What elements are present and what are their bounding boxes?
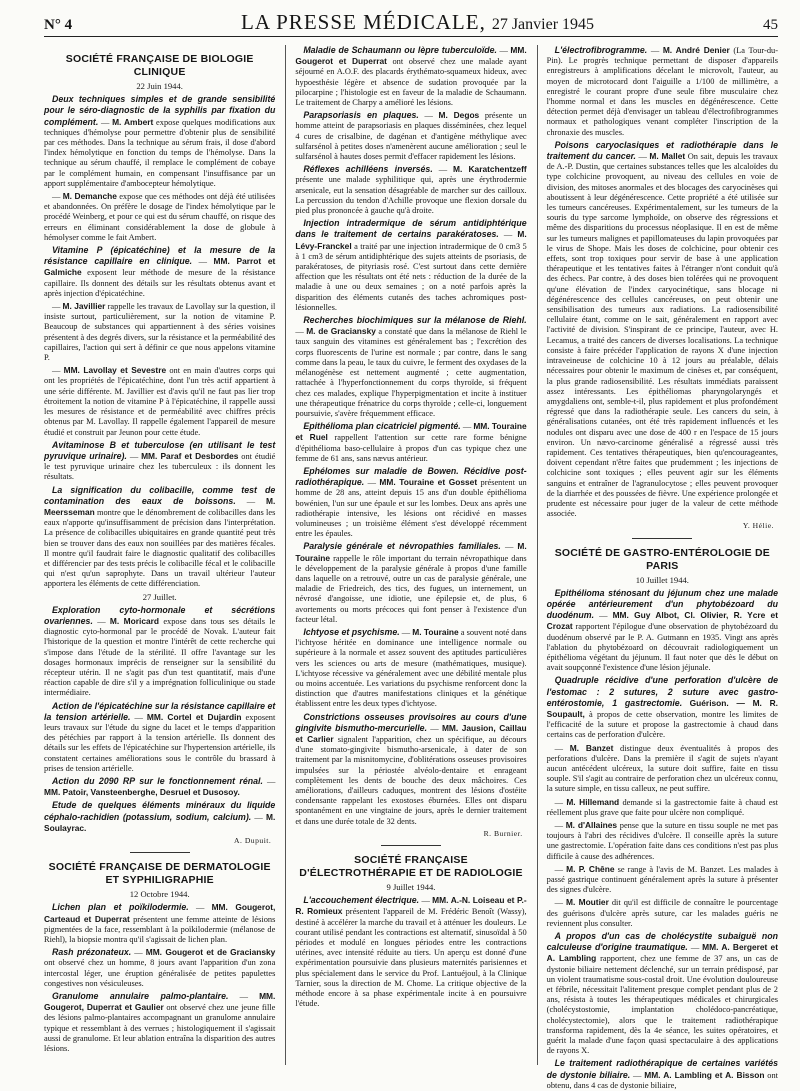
- abstract: [547, 588, 778, 674]
- signature: R. Burnier.: [483, 828, 523, 838]
- abstract-title: La signification du colibacille, comme test de contamination des eaux de boissons.: [44, 484, 276, 506]
- abstract-title: Action de l'épicatéchine sur la résistance capillaire et la tension artérielle.: [44, 700, 276, 722]
- abstract-text: dit qu'il est difficile de connaître le pourcentage des guérisons d'ulcère après suture, car les malades guéris ne reviennent plus consulter.: [546, 898, 778, 928]
- abstract-title: Epithélioma plan cicatriciel pigmenté.: [303, 421, 461, 432]
- abstract-title: Poisons caryoclasiques et radiothérapie dans le traitement du cancer.: [546, 139, 778, 162]
- abstract-title: Ephélomes sur maladie de Bowen. Récidive post-radiothérapique.: [295, 465, 527, 488]
- abstract-title: Ichtyose et psychisme.: [303, 626, 400, 637]
- column-2: [285, 45, 526, 1065]
- abstract-authors: MM. Gougerot et Duperrat: [295, 45, 527, 67]
- abstract-title: Quadruple récidive d'une perforation d'ulcère de l'estomac : 2 sutures, 2 suture avec gastro-entérostomie, 1 gastrectomie.: [546, 675, 778, 708]
- abstract-authors: M. Lévy-Franckel: [295, 229, 527, 251]
- abstract-authors: MM. Cortel et Dujardin: [146, 711, 242, 722]
- abstract-authors: M. Moutier: [566, 897, 609, 908]
- abstract-authors: M. de Graciansky: [306, 326, 376, 337]
- abstract-title: A propos d'un cas de cholécystite subaiguë non calculeuse d'origine traumatique.: [546, 931, 778, 953]
- abstract: [44, 485, 275, 590]
- abstract: [547, 931, 778, 1056]
- abstract-text: demande si la gastrectomie faite à chaud est réellement plus grave que faite pour ulcère non compliqué.: [546, 797, 778, 817]
- abstract-authors: M. Demanche: [62, 191, 117, 202]
- abstract-authors: MM. Parrot et Galmiche: [44, 256, 276, 278]
- abstract-authors: MM. A.-N. Loiseau et P.-R. Romieux: [295, 895, 527, 917]
- abstract-authors: MM. Paraf et Desbordes: [141, 450, 239, 461]
- abstract-text: montre que le dénombrement de colibacilles dans les eaux n'apporte qu'insuffisamment de précision dans l'interprétation. La présence de colibacilles ubiquitaires en grande quantité peut très bien se trouver dans des eaux non souillées par des matières fécales. Il montre qu'il faudrait faire le diagnostic qualitatif des colibacilles et différencier par des tests précis le colibacille fécal et le colibacille qui n'est qu'un saprophyte. Dans un travail ultérieur l'auteur apportera les éléments de cette différenciation.: [44, 507, 276, 589]
- abstract-title: Paralysie générale et névropathies familiales.: [303, 541, 501, 552]
- abstract-text: a traité par une injection intradermique de 0 cm3 5 à 1 cm3 de sérum antidiphtérique des sujets atteints de psoriasis, de parakératoses, de pityriasis rosé. C'est surtout dans cette dernière affection que les résultats ont été nets : réduction de la durée de la maladie à une ou deux semaines ; on a noté parfois après la disparition des éléments cutanés des taches achromiques post-lésionnelles.: [295, 241, 527, 312]
- abstract-title: Deux techniques simples et de grande sensibilité pour le séro-diagnostic de la syphilis par fixation du complément.: [44, 94, 276, 127]
- abstract: [44, 440, 275, 483]
- abstract: [295, 164, 526, 216]
- issue-date: 27 Janvier 1945: [491, 16, 595, 33]
- abstract-title: L'accouchement électrique.: [303, 895, 420, 906]
- abstract: [44, 191, 275, 243]
- abstract-title: Action du 2090 RP sur le fonctionnement rénal.: [52, 776, 263, 786]
- section-date: 22 Juin 1944.: [136, 81, 183, 91]
- abstract-authors: M. Degos: [438, 110, 480, 121]
- abstract-text: présentent une femme atteinte de lésions pigmentées de la face, ressemblant à la poïkilodermie (mélanose de Riehl), la biopsie montra qu'il s'agissait de lichen plan.: [44, 914, 276, 945]
- section-title: SOCIÉTÉ FRANÇAISE DE BIOLOGIE CLINIQUE: [65, 53, 254, 78]
- abstract: [295, 110, 526, 162]
- abstract-text: présentent l'appareil de M. Frédéric Benoît (Wassy), destiné à accélérer la marche du travail et à atténuer les douleurs. Le courant utilisé pendant les contractions est alternatif, sinusoïdal à 50 périodes et modulé en longues périodes entre les contractions utérines, avec intensité réduite au tiers. Un aperçu est donné d'une expérimentation poursuivie dans plusieurs maternités parisiennes et plus spécialement dans le service du Prof. Lantuéjoul, à la Clinique Tarnier, sous la direction de M. Chome. La critique objective de la méthode encore à sa phase expérimentale incite à en poursuivre l'étude.: [295, 907, 527, 1009]
- abstract-authors: MM. Guy Albot, Cl. Olivier, R. Ycre et Crozat: [546, 610, 779, 632]
- abstract-text: ont observé chez une jeune fille des lésions palmo-plantaires accompagnant un granulome annulaire typique et ressemblant à des verrues ; histologiquement il s'agissait aussi de granulome. Et leur ablation entraîna la disparition des autres lésions.: [44, 1003, 276, 1054]
- abstract: [44, 94, 275, 189]
- abstract: [44, 776, 275, 798]
- abstract-text: présente un homme atteint de parapsoriasis en plaques disséminées, chez lequel 4 cures de crisalbine, de dagénan et d'antigène méthylique avec sulfarsénol à petites doses n'amenèrent aucune amélioration ; seul le sulfarsénol à hautes doses permit d'effacer rapidement les lésions.: [295, 111, 527, 162]
- section-date: 27 Juillet.: [142, 591, 177, 602]
- abstract: [295, 218, 526, 313]
- abstract-text: rapportent l'épilogue d'une observation de phytobézoard du duodénum observé par le P. A. Gutmann en 1935. Vingt ans après l'ablation du phytobézoard on découvrait radiologiquement un épithélioma végétant du jéjunum. Il faut noter que dès le début on avait soupçonné l'existence d'une lésion jéjunale.: [546, 622, 778, 673]
- abstract-title: Parapsoriasis en plaques.: [303, 110, 419, 121]
- abstract-title: L'électrofibrogramme.: [554, 45, 648, 55]
- abstract-text: a constaté que dans la mélanose de Riehl le taux sanguin des vitamines est généralement bas ; l'excrétion des corps fluorescents de l'urine est normale ; par contre, dans le sang comme dans la peau, le taux du cuivre, le ferment des oxydases de la mélanogénèse est nettement augmenté ; cette augmentation, rattachée à l'hyperfonctionnement du corps thyroïde, si fréquent chez ces malades, explique l'hyperpigmentation et incite à instituer une thérapeutique frénatrice du corps thyroïde ; celle-ci, longuement poursuivie, s'avère fréquemment efficace.: [295, 327, 527, 418]
- abstract: [547, 820, 778, 862]
- abstract-authors: MM. Touraine et Ruel: [295, 421, 527, 443]
- abstract: [295, 895, 526, 1009]
- abstract-authors: M. Moricard: [109, 615, 160, 626]
- abstract-authors: M. André Denier: [662, 45, 730, 55]
- abstract: [547, 140, 778, 520]
- abstract-authors: M. Javillier: [62, 301, 106, 312]
- abstract: [44, 902, 275, 945]
- abstract: [44, 245, 275, 299]
- abstract-authors: M. Meersseman: [44, 495, 276, 517]
- abstract: [44, 991, 275, 1054]
- page-number: N° 4: [44, 17, 73, 33]
- column-1: [44, 45, 275, 1065]
- abstract-text: expose quelques modifications aux techniques d'hémolyse pour permettre d'obtenir plus de sensibilité par ces méthodes. Dans la technique au sérum frais, il dose d'abord l'index hémolytique en fonction du temps de l'hémolyse. Dans la technique au sérum chauffé, il remplace le complément de cobaye par le complément humain, en compensant l'insuffisance par un apport supplémentaire d'ambocepteur hémolytique.: [44, 117, 276, 188]
- abstract-text: ont obtenu, dans 4 cas de dystonie biliaire,: [546, 1070, 778, 1090]
- section-title: SOCIÉTÉ FRANÇAISE DE DERMATOLOGIE ET SYPHILIGRAPHIE: [48, 861, 271, 887]
- abstract-title: Rash prézonateux.: [52, 947, 132, 958]
- abstract-text: pense que la suture en tissu souple ne met pas toujours à l'abri des récidives d'ulcère. Il conseille après la suture une gastrectomie. L'opération faite dans ces conditions n'est pas plus difficile à cause des adhérences.: [546, 821, 779, 861]
- abstract: [295, 421, 526, 464]
- abstract-authors: M. d'Allaines: [565, 820, 618, 831]
- abstract-authors: M. Touraine: [295, 541, 527, 563]
- abstract: [295, 315, 526, 419]
- abstract-text: rappelle le rôle important du terrain névropathique dans le développement de la paralysie générale à propos d'une famille dans laquelle on a retrouvé, outre un cas de paralysie générale, une maladie de Friedreich, des tics, des fugues, un internement, un névrosé d'angoisse, une idiotie, une épilepsie et, de plus, 6 avortements ou morts précoces qui font penser à l'existence d'un facteur létal.: [295, 553, 527, 624]
- abstract-text: signalent l'apparition, chez un spécifique, au décours d'une stomato-gingivite bismutho-arsenicale, à dater de son traitement par la misnitomycine, d'oblitérations osseuses provisoires impulsées sur la périostée alvéolo-dentaire et enrageant complètement les dents de bouche des deux mâchoires. Ces améliorations, d'ailleurs caduques, montrent des lésions d'ostéite condensante rappelant les exostoses éburnées. Elles ont disparu spontanément en une vingtaine de jours, après le dernier traitement et dans une durée totale de 32 dents.: [295, 735, 527, 826]
- abstract-text: ont en main d'autres corps qui ont les propriétés de l'épicatéchine, dont l'un très actif appartient à une série différente. M. Javillier est d'avis qu'il ne faut pas lier trop étroitement la notion de vitamine P à l'épicatéchine, il rappelle aussi les mesures de résistance et de perméabilité avec chiffres précis obtenus par M. Lavollay. Il rappelle également l'appareil de mesure étudié et construit par Jeunon pour cette étude.: [44, 366, 276, 437]
- abstract: [547, 45, 778, 138]
- section-title: SOCIÉTÉ DE GASTRO-ENTÉROLOGIE DE PARIS: [554, 546, 770, 572]
- abstract-authors: M. Banzet: [569, 742, 614, 753]
- abstract-text: rapportent, chez une femme de 37 ans, un cas de dystonie biliaire nettement déclenché, sur un terrain prédisposé, par un violent traumatisme sous-costal droit. Une évolution douloureuse et fébrile, nécessitait l'alitement presque complet pendant plus de 2 ans, résista à toutes les thérapeutiques médicales et chirurgicales (cholécystostomie, implantation cholédoco-pancréatique, cholécystectomie), alors que le traitement radiothérapique transforma rapidement, dès la 4e séance, les suites opératoires, et guérit la malade d'une façon quasi spectaculaire à des applications de rayons X.: [546, 954, 778, 1056]
- abstract-title: Recherches biochimiques sur la mélanose de Riehl.: [303, 315, 527, 326]
- abstract-authors: MM. Lavollay et Sevestre: [63, 365, 167, 376]
- abstract: [295, 466, 526, 539]
- abstract-authors: MM. Gougerot et de Graciansky: [145, 947, 276, 958]
- abstract-authors: MM. Touraine et Gosset: [379, 477, 478, 488]
- abstract-authors: M. Soulayrac.: [44, 811, 276, 833]
- abstract: [547, 797, 778, 818]
- abstract-text: exposent leur méthode de mesure de la résistance capillaire. Ils donnent des détails sur les résultats obtenus avant et après injection d'épicatéchine.: [44, 268, 276, 298]
- abstract: [295, 45, 526, 108]
- abstract-title: Etude de quelques éléments minéraux du liquide céphalo-rachidien (potassium, sodium, calcium).: [44, 800, 276, 822]
- section-date: 10 Juillet 1944.: [635, 574, 689, 585]
- abstract-title: Injection intradermique de sérum antidiphtérique dans le traitement de certains parakératoses.: [295, 218, 527, 240]
- abstract-title: Réflexes achilléens inversés.: [303, 164, 433, 175]
- abstract-text: expose dans tous ses détails le diagnostic cyto-hormonal par le procédé de Novak. L'auteur fait l'historique de la question et montre l'intérêt de cette recherche qui s'impose dans l'étude de la stérilité. Il offre l'avantage sur les dosages hormonaux imprécis de renseigner sur la sensibilité du récepteur utérin. Il ne s'agit pas d'un test quantitatif, mais d'une réaction capable de dire s'il y a imprégnation folliculinique ou stade intermédiaire.: [44, 616, 276, 698]
- signature: A. Dupuit.: [234, 836, 272, 846]
- abstract: [295, 541, 526, 625]
- abstract-authors: M. Karatchentzeff: [453, 164, 527, 175]
- abstract-text: expose que ces méthodes ont déjà été utilisées et abandonnées. On préfère le dosage de l'index hémolytique par le procédé Weinberg, et pour ce qui est du sérum chauffé, on risque des erreurs en éliminant considérablement la dose de globule à hémolyser comme le fait Ambert.: [44, 192, 276, 242]
- abstract-text: rappellent l'attention sur cette rare forme bénigne d'épithélioma baso-cellulaire à propos d'un cas typique chez une femme de 61 ans, sans nævus antérieur.: [295, 433, 527, 463]
- abstract-authors: M. P. Chêne: [566, 863, 615, 874]
- abstract-authors: MM. A. Lambling et A. Bisson: [644, 1069, 765, 1080]
- abstract: [44, 701, 275, 774]
- folio: 45: [762, 17, 778, 33]
- abstract-authors: M. Ambert: [112, 116, 154, 127]
- abstract: [547, 897, 778, 929]
- signature: Y. Hélie.: [742, 521, 774, 531]
- abstract-authors: M. Mallet: [649, 151, 686, 162]
- abstract-authors: MM. Jausion, Caillau et Carlier: [295, 722, 527, 744]
- abstract-text: rappelle les travaux de Lavollay sur la question, il insiste surtout, particulièrement, sur la notion de vitamine P. Beaucoup de substances qui appartiennent à des séries voisines présentent à des degrés divers, sur la résistance et la perméabilité des capillaires, l'action qui sert à définir ce que nous appelons vitamine P.: [44, 302, 276, 363]
- divider: [130, 852, 190, 853]
- abstract-text: se range à l'avis de M. Banzet. Les malades à passé gastrique continuent généralement après la suture à présenter des signes d'ulcère.: [546, 864, 778, 895]
- abstract: [44, 365, 275, 437]
- abstract-authors: Guérison. — M. R. Soupault,: [546, 697, 778, 719]
- abstract-title: Epithélioma sténosant du jéjunum chez une malade opérée antérieurement d'un phytobézoard du duodénum.: [546, 587, 778, 621]
- abstract-text: (La Tour-du-Pin). Le progrès technique permettant de disposer d'appareils enregistreurs à amplifications décelant le microvolt, l'auteur, au moyen de microtocard dont l'aiguille a 1/100 de millimètre, a enregistré le courant propre d'une seule fibre musculaire chez l'homme normal et dans les muscles en dégénérescence. Cette détection permet déjà d'envisager un tableau d'électrofibrogrammes normaux et pathologiques venant compléter l'inscription de la chronaxie des muscles.: [546, 46, 778, 137]
- section-title: SOCIÉTÉ FRANÇAISE D'ÉLECTROTHÉRAPIE ET DE RADIOLOGIE: [299, 854, 523, 880]
- abstract: [547, 675, 778, 740]
- page-header: [44, 10, 778, 37]
- journal-title: LA PRESSE MÉDICALE,: [241, 10, 486, 34]
- abstract-text: a souvent noté dans l'ichtyose héritée en dominance une intelligence normale ou supérieure à la normale et assez souvent des aptitudes particulières vers les sciences ou arts de mesure (mathématiques, musique). L'ichtyose récessive va généralement avec une débilité mentale plus ou moins accentuée. Les variations du psychisme renforcent donc la distinction que d'autres manifestations cliniques et la génétique établissent entre les deux types d'ichtyose.: [295, 627, 527, 709]
- abstract-text: ont observé chez un homme, 8 jours avant l'apparition d'un zona intercostal léger, une éruption généralisée de petites papulettes congestives non vésiculeuses.: [44, 958, 276, 988]
- abstract-authors: MM. Gougerot, Carteaud et Duperrat: [44, 902, 276, 924]
- column-3: [537, 45, 779, 1090]
- abstract: [44, 800, 275, 834]
- abstract-text: exposent leurs travaux sur l'étude du signe du lacet et le temps d'apparition des pétéchies par rapport à la tension artérielle. Ils donnent des détails sur les effets de l'épicatéchine sur l'hypertension artérielle, ils constatent certaines améliorations sous le contrôle du brassard à prises de tension artérielle.: [44, 712, 276, 773]
- abstract-text: On sait, depuis les travaux de A.-P. Dustin, que certaines substances telles que les alcaloïdes du type colchicine provoquent, au niveau des cellules en voie de division, des mitoses anormales et des blocages des caryocinèses qui aboutissent à leur dégénérescence. Cette propriété a été utilisée sur les tumeurs cancéreuses. Expérimentalement, sur les tumeurs de la souris du type sarcome lymphoïde, on observe des régressions et même des disparitions du processus néoplasique. Il en est de même sur les tumeurs malignes et papillomateuses du lapin provoquées par le virus de Shope. Mais les doses de colchicine, pour obtenir ces effets, sont trop toxiques pour servir de base à une application thérapeutique et les tentatives faites à l'étranger n'ont conduit qu'à des échecs. Par contre, à des doses bien tolérées qui ne provoquent qu'une élévation de l'index caryocinétique, sans blocage ni dégénérescence des cellules cancéreuses, on peut obtenir une sensibilisation des tumeurs aux radiations. La radiosensibilité cellulaire étant, comme on le sait, généralement en rapport avec l'activité de division. S'inspirant de ce principe, l'auteur, avec H. Lecamus, a traité des cancers de diverses localisations. La technique consiste à faire précéder l'application de rayons X d'une injection intraveineuse de colchicine 10 à 12 jours au préalable, délais nécessaires pour obtenir le maximum de cinèses et, par conséquent, la plus grande radiosensibilité. Les résultats immédiats paraissent assez intéressants. Les épithéliomas pharyngolaryngés et amygdaliens ont, semble-t-il, plus rapidement et plus profondément régressé que dans la radiothérapie seule. Les cancers du sein, à généralisations cutanées, ont été très rapidement influencés et les nodules ont disparu avec une dose de 400 r en l'espace de 15 jours environ. Un nævo-carcinome généralisé a régressé aussi très rapidement. Ces tentatives thérapeutiques, bien qu'encourageantes, doivent cependant n'être faites que prudemment ; les injections de colchicine sont toxiques ; elles peuvent agir sur les éléments sanguins et entraîner de l'agranulocytose ; elles peuvent provoquer de la diarrhée et des poussées de fièvre. Une expérience prolongée et prudente est nécessaire pour juger de la valeur de cette méthode associée.: [546, 152, 778, 519]
- abstract-authors: M. Touraine: [412, 626, 459, 637]
- masthead: [241, 10, 594, 35]
- section-date: 12 Octobre 1944.: [129, 889, 190, 900]
- section-date: 9 Juillet 1944.: [386, 882, 436, 893]
- abstract-title: Lichen plan et poïkilodermie.: [52, 902, 189, 913]
- abstract: [547, 743, 778, 795]
- abstract-title: Maladie de Schaumann ou lèpre tuberculoïde.: [303, 45, 497, 55]
- abstract-title: Exploration cyto-hormonale et sécrétions ovariennes.: [44, 604, 276, 626]
- abstract-text: distingue deux éventualités à propos des perforations d'ulcère. Dans la première il s'agit de sujets n'ayant aucun antécédent ulcéreux, la suture doit suffire, faite en tissu souple. S'il s'agit au contraire de perforation chez un ulcéreux connu, la suture simple, en tissu calleux, ne peut suffire.: [546, 743, 778, 794]
- abstract: [295, 712, 526, 827]
- abstract-title: Le traitement radiothérapique de certaines variétés de dystonie biliaire.: [546, 1058, 778, 1080]
- abstract-text: ont observé chez une malade ayant séjourné en A.O.F. des placards érythémato-squameux hideux, avec hypoesthésie légère et absence de sudation provoquée par la pilocarpine ; l'histologie est en faveur de la maladie de Schaumann. Le traitement de Charpy a amélioré les lésions.: [295, 57, 527, 108]
- abstract: [547, 1058, 778, 1091]
- abstract: [295, 627, 526, 710]
- abstract-text: à propos de cette observation, montre les limites de l'efficacité de la suture et propose la gastrectomie à chaud dans certains cas de perforation d'ulcère.: [546, 709, 778, 740]
- abstract-authors: MM. A. Bergeret et A. Lambling: [546, 942, 778, 964]
- abstract-title: Constrictions osseuses provisoires au cours d'une gingivite bismutho-mercurielle.: [295, 711, 527, 733]
- abstract: [547, 864, 778, 896]
- abstract-title: Vitamine P (épicatéchine) et la mesure de la résistance capillaire en clinique.: [44, 245, 276, 267]
- abstract: [44, 947, 275, 989]
- divider: [632, 538, 692, 539]
- abstract-authors: M. Hillemand: [566, 796, 620, 807]
- abstract-text: présente une malade syphilitique qui, après une érythrodermie arsenicale, eut la sensation désagréable de marcher sur des cailloux. La percussion du tendon d'Achille provoque une flexion dorsale du pied plus prononcée à gauche qu'à droite.: [295, 175, 527, 216]
- abstract-text: ont étudié le test pyruvique urinaire chez les tuberculeux : ils donnent les résultats.: [44, 451, 276, 482]
- abstract-authors: MM. Patoir, Vansteenberghe, Desruel et Dusosoy.: [44, 787, 240, 798]
- abstract-title: Granulome annulaire palmo-plantaire.: [52, 991, 229, 1002]
- abstract: [44, 301, 275, 363]
- abstract: [44, 605, 275, 699]
- abstract-text: présentent un homme de 28 ans, atteint depuis 15 ans d'un double épithélioma bowénien, l'un sur une épaule et sur les lombes. Deux ans après une radiothérapie intensive, les lésions ont récidivé en masses volumineuses ; un troisième élément s'est développé récemment entre les épaules.: [295, 478, 527, 539]
- divider: [381, 845, 441, 846]
- abstract-authors: MM. Gougerot, Duperrat et Gaulier: [44, 991, 276, 1013]
- abstract-title: Avitaminose B et tuberculose (en utilisant le test pyruvique urinaire).: [44, 439, 276, 461]
